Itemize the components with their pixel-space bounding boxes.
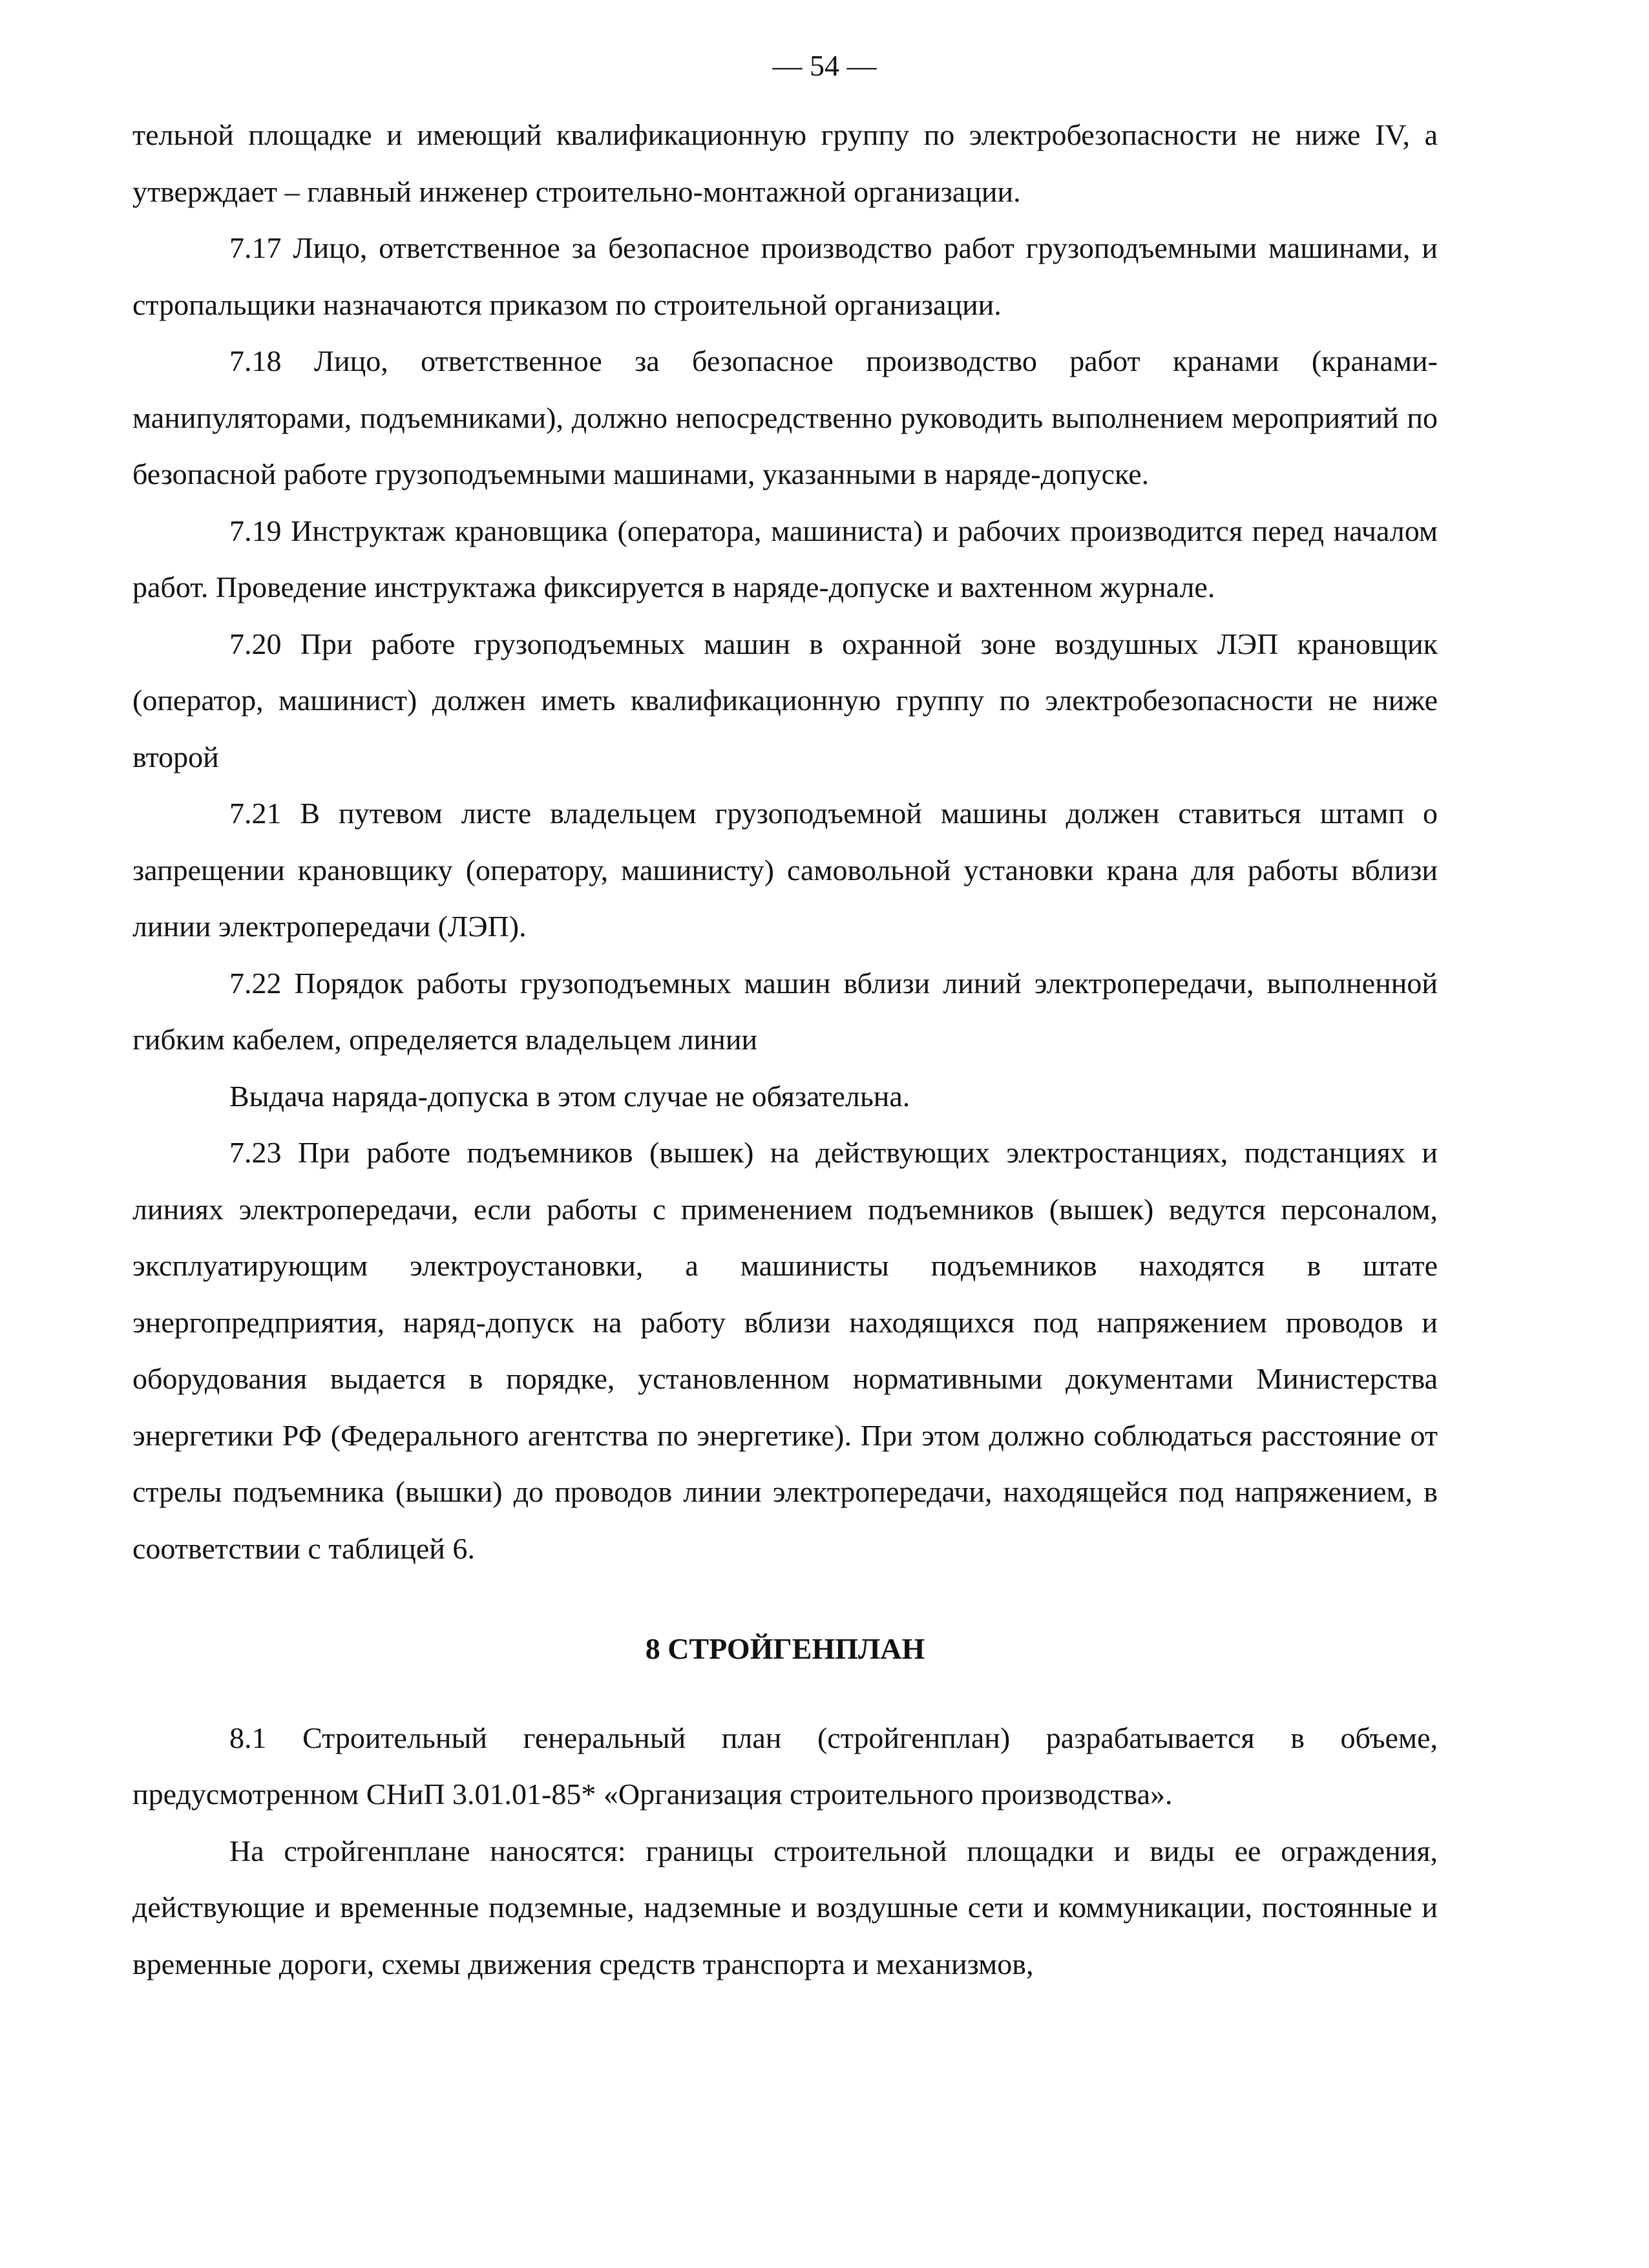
paragraph-7-17: 7.17 Лицо, ответственное за безопасное производство работ грузоподъемными машинами, и стропальщики назначаются приказом по строительной организации.	[132, 231, 1438, 321]
paragraph-continuation: тельной площадке и имеющий квалификационную группу по электробезопасности не ниже IV, а утверждает – главный инженер строительно-монтажной организации.	[132, 118, 1438, 208]
paragraph-7-20: 7.20 При работе грузоподъемных машин в охранной зоне воздушных ЛЭП крановщик (оператор, машинист) должен иметь квалификационную группу по электробезопасности не ниже второй	[132, 627, 1438, 773]
paragraph-7-23: 7.23 При работе подъемников (вышек) на действующих электростанциях, подстанциях и линиях электропередачи, если работы с применением подъемников (вышек) ведутся персоналом, эксплуатирующим электроустановки, а машинисты подъемников находятся в штате энергопредприятия, наряд-допуск на работу вблизи находящихся под напряжением проводов и оборудования выдается в порядке, установленном нормативными документами Министерства энергетики РФ (Федерального агентства по энергетике). При этом должно соблюдаться расстояние от стрелы подъемника (вышки) до проводов линии электропередачи, находящейся под напряжением, в соответствии с таблицей 6.	[132, 1136, 1438, 1565]
paragraph-permit-note: Выдача наряда-допуска в этом случае не обязательна.	[229, 1079, 910, 1113]
section-heading: 8 СТРОЙГЕНПЛАН	[645, 1632, 925, 1665]
paragraph-7-18: 7.18 Лицо, ответственное за безопасное производство работ кранами (кранами-манипуляторами, подъемниками), должно непосредственно руководить выполнением мероприятий по безопасной работе грузоподъемными машинами, указанными в наряде-допуске.	[132, 344, 1438, 490]
paragraph-8-1: 8.1 Строительный генеральный план (стройгенплан) разрабатывается в объеме, предусмотренном СНиП 3.01.01-85* «Организация строительного производства».	[132, 1721, 1438, 1811]
body-text	[132, 107, 1438, 1992]
paragraph-7-21: 7.21 В путевом листе владельцем грузоподъемной машины должен ставиться штамп о запрещении крановщику (оператору, машинисту) самовольной установки крана для работы вблизи линии электропередачи (ЛЭП).	[132, 797, 1438, 943]
paragraph-stroygenplan-contents: На стройгенплане наносятся: границы строительной площадки и виды ее ограждения, действующие и временные подземные, надземные и воздушные сети и коммуникации, постоянные и временные дороги, схемы движения средств транспорта и механизмов,	[132, 1834, 1438, 1980]
paragraph-7-22: 7.22 Порядок работы грузоподъемных машин вблизи линий электропередачи, выполненной гибким кабелем, определяется владельцем линии	[132, 966, 1438, 1056]
paragraph-7-19: 7.19 Инструктаж крановщика (оператора, машиниста) и рабочих производится перед началом работ. Проведение инструктажа фиксируется в наряде-допуске и вахтенном журнале.	[132, 514, 1438, 604]
page-number: — 54 —	[772, 49, 877, 82]
